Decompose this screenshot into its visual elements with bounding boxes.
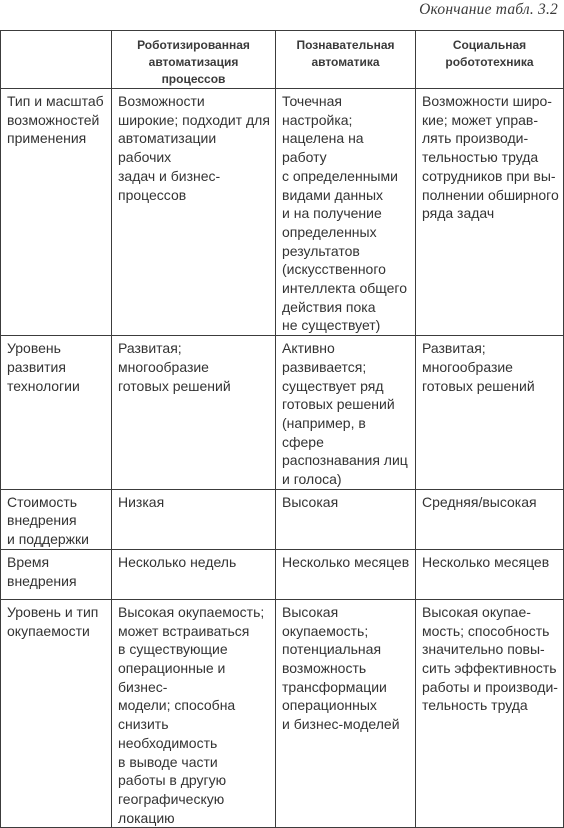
table-cell [276, 89, 416, 336]
table-cell [112, 599, 276, 827]
row-label [1, 89, 112, 336]
table-cell-text: Высокая [282, 493, 339, 510]
table-cell-text: Высокая окупаемость; потенциальная возможность трансформации операционных и бизнес-моделей [282, 603, 400, 733]
table-cell-text: Высокая окупаемость; может встраиваться в существующие операционные и бизнес- модели; способна снизить необходимость в выводе части работы в другую географическую локацию [118, 603, 265, 826]
table-cell-text: Развитая; многообразие готовых решений [118, 340, 231, 394]
table-cell-text: Возможности широ- кие; может управ- лять производи- тельностью труда сотрудников при вы- полнении обширного ряда задач [422, 93, 559, 222]
table-row [1, 489, 564, 549]
table-cell [416, 336, 564, 490]
table-cell [276, 599, 416, 827]
table-cell-text: Несколько месяцев [282, 553, 410, 570]
header-empty [1, 31, 112, 89]
table-cell [416, 549, 564, 599]
header-rpa-text: Роботизированная автоматизация процессов [137, 38, 250, 86]
row-label-text: Уровень развития технологии [7, 340, 80, 394]
header-rpa [112, 31, 276, 89]
header-cognitive-text: Познавательная автоматика [296, 38, 395, 69]
table-cell [112, 549, 276, 599]
table-header-row [1, 31, 564, 89]
row-label [1, 549, 112, 599]
table-cell [112, 336, 276, 490]
table-cell-text: Несколько месяцев [422, 553, 550, 570]
row-label-text: Тип и масштаб возможностей применения [7, 93, 104, 147]
table-cell-text: Активно развивается; существует ряд готовых решений (например, в сфере распознавания лиц и голоса) [282, 340, 408, 488]
table-cell-text: Высокая окупае- мость; способность значительно повы- сить эффективность работы и производи- тельность труда [422, 603, 558, 714]
row-label [1, 489, 112, 549]
table-cell-text: Возможности широкие; подходит для автоматизации рабочих задач и бизнес- процессов [118, 93, 270, 203]
header-social [416, 31, 564, 89]
table-cell-text: Низкая [118, 493, 165, 510]
table-cell-text: Точечная настройка; нацелена на работу с определенными видами данных и на получение определенных результатов (искусственного интеллекта общего действия пока не существует) [282, 93, 408, 334]
table-cell [416, 489, 564, 549]
table-row [1, 89, 564, 336]
table-row [1, 599, 564, 827]
table-cell [112, 89, 276, 336]
table-caption: Окончание табл. 3.2 [419, 1, 558, 18]
table-cell [112, 489, 276, 549]
table-row [1, 549, 564, 599]
row-label [1, 599, 112, 827]
table-cell-text: Средняя/высокая [422, 493, 537, 510]
table-cell [416, 599, 564, 827]
table-cell [276, 489, 416, 549]
table-cell [276, 549, 416, 599]
row-label-text: Время внедрения [7, 553, 77, 589]
header-social-text: Социальная робототехника [445, 38, 534, 69]
table-row [1, 336, 564, 490]
table-cell-text: Несколько недель [118, 553, 237, 570]
table-cell-text: Развитая; многообразие готовых решений [422, 340, 535, 394]
row-label-text: Уровень и тип окупаемости [7, 603, 99, 639]
table-cell [276, 336, 416, 490]
row-label-text: Стоимость внедрения и поддержки [7, 493, 89, 548]
table-cell [416, 89, 564, 336]
row-label [1, 336, 112, 490]
header-cognitive [276, 31, 416, 89]
comparison-table [0, 30, 564, 828]
